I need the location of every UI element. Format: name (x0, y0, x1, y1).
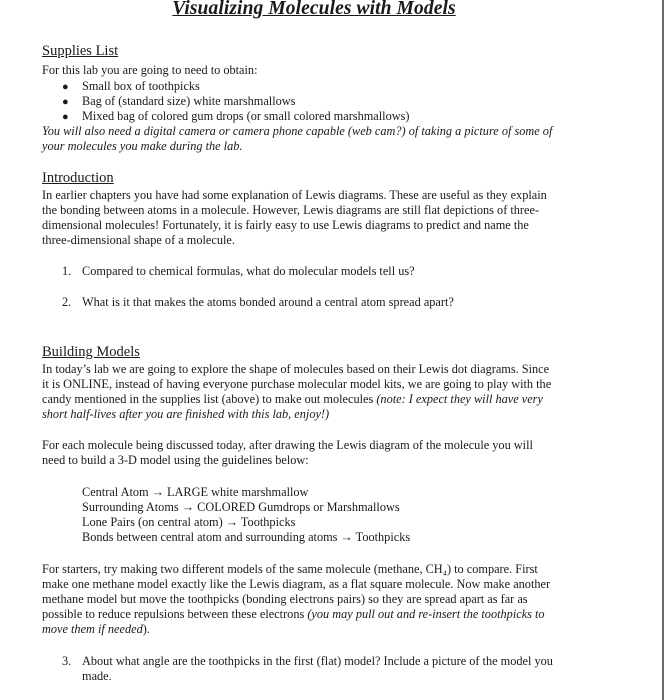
intro-text-line: In earlier chapters you have had some explanation of Lewis diagrams. These are useful as they explain (42, 188, 547, 202)
supplies-note: You will also need a digital camera or camera phone capable (web cam?) of taking a picture of some of (42, 124, 553, 138)
building-text-line: need to build a 3-D model using the guidelines below: (42, 453, 309, 467)
bullet-icon: ● (62, 96, 69, 108)
intro-text-line: the bonding between atoms in a molecule. However, Lewis diagrams are still flat depictions of three- (42, 203, 540, 217)
supplies-note: your molecules you make during the lab. (42, 139, 243, 153)
building-text-line: short half-lives after you are finished with this lab, enjoy!) (42, 407, 330, 421)
introduction-heading: Introduction (42, 170, 114, 186)
question-3: 3. About what angle are the toothpicks in the first (flat) model? Include a picture of the model you (62, 654, 553, 668)
page-title: Visualizing Molecules with Models (172, 0, 456, 19)
question-1: 1. Compared to chemical formulas, what do molecular models tell us? (62, 264, 415, 278)
building-text-line: methane model but move the toothpicks (bonding electrons pairs) so they are spread apart as far as (42, 592, 528, 606)
guideline-central-atom: Central Atom → LARGE white marshmallow (82, 485, 309, 499)
supply-item: ● Small box of toothpicks (62, 79, 200, 93)
building-text-line: it is ONLINE, instead of having everyone purchase molecular model kits, we are going to play with the (42, 377, 552, 391)
question-3-continued: made. (82, 669, 112, 683)
supply-item: ● Bag of (standard size) white marshmallows (62, 94, 296, 108)
bullet-icon: ● (62, 81, 69, 93)
bullet-icon: ● (62, 111, 69, 123)
intro-text-line: three-dimensional shape of a molecule. (42, 233, 235, 247)
building-text-line: possible to reduce repulsions between these electrons (you may pull out and re-insert the toothpicks to (42, 607, 545, 621)
intro-text-line: dimensional molecules! Fortunately, it is fairly easy to use Lewis diagrams to predict and name the (42, 218, 529, 232)
guideline-surrounding-atoms: Surrounding Atoms → COLORED Gumdrops or Marshmallows (82, 500, 400, 514)
building-text-line: For starters, try making two different models of the same molecule (methane, CH₄) to compare. First (42, 562, 538, 576)
supplies-intro: For this lab you are going to need to obtain: (42, 63, 258, 77)
supplies-heading: Supplies List (42, 43, 119, 59)
supply-item: ● Mixed bag of colored gum drops (or small colored marshmallows) (62, 109, 410, 123)
building-heading: Building Models (42, 344, 140, 360)
guideline-bonds: Bonds between central atom and surrounding atoms → Toothpicks (82, 530, 411, 544)
question-2: 2. What is it that makes the atoms bonded around a central atom spread apart? (62, 295, 454, 309)
building-text-line: For each molecule being discussed today, after drawing the Lewis diagram of the molecule you will (42, 438, 533, 452)
building-text-line: In today’s lab we are going to explore the shape of molecules based on their Lewis dot diagrams. Since (42, 362, 550, 376)
building-text-line: candy mentioned in the supplies list (above) to make out molecules (note: I expect they will have very (42, 392, 543, 406)
building-text-line: make one methane model exactly like the Lewis diagram, as a flat square molecule. Now make another (42, 577, 551, 591)
guideline-lone-pairs: Lone Pairs (on central atom) → Toothpicks (82, 515, 296, 529)
building-text-line: move them if needed). (42, 622, 150, 636)
